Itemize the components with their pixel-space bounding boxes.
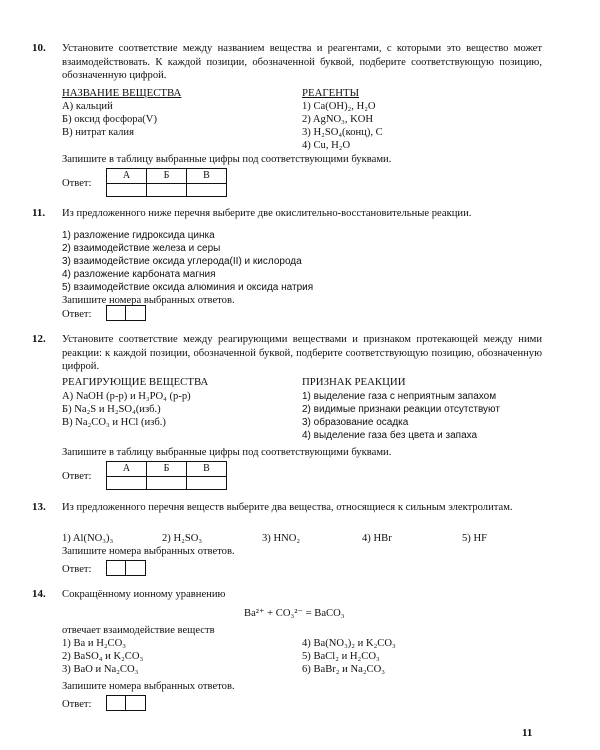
q10-number: 10. [32,42,46,54]
answer-cell[interactable] [107,476,147,489]
q14-option: 6) BaBr₂ и Na₂CO₃ [302,664,385,675]
q12-answer-label: Ответ: [62,471,92,482]
q13-text: Из предложенного перечня веществ выберите два вещества, относящиеся к сильным электролитам. [62,502,513,513]
q12-answer-table [106,461,227,490]
q14-option: 2) BaSO₄ и K₂CO₃ [62,651,144,662]
q14-option: 4) Ba(NO₃)₂ и K₂CO₃ [302,638,396,649]
q14-subtext: отвечает взаимодействие веществ [62,625,215,636]
q12-right-item: 3) образование осадка [302,417,409,428]
table-header: А [107,462,147,477]
q12-left-item: Б) Na₂S и H₂SO₄(изб.) [62,404,161,415]
q14-option: 5) BaCl₂ и H₂CO₃ [302,651,380,662]
q14-equation: Ba²⁺ + CO₃²⁻ = BaCO₃ [244,608,345,619]
q13-option: 1) Al(NO₃)₃ [62,533,114,544]
q12-left-header: РЕАГИРУЮЩИЕ ВЕЩЕСТВА [62,376,209,388]
q10-left-item: А) кальций [62,101,113,112]
q10-text: Установите соответствие между названием вещества и реагентами, с которыми это вещество может взаимодействовать. К каждой позиции, обозначенной буквой, подберите соответствующую позицию, обозначенную цифрой. [62,43,542,81]
q11-text: Из предложенного ниже перечня выберите две окислительно-восстановительные реакции. [62,208,472,219]
table-header: Б [147,462,187,477]
q13-option: 2) H₂SO₃ [162,533,203,544]
q10-right-item: 3) H₂SO₄(конц), C [302,127,383,138]
q10-instruction: Запишите в таблицу выбранные цифры под соответствующими буквами. [62,154,392,165]
q11-item: 3) взаимодействие оксида углерода(II) и кислорода [62,256,302,267]
q10-right-item: 2) AgNO₃, KOH [302,114,374,125]
q13-answer-label: Ответ: [62,564,92,575]
q10-answer-table [106,168,227,197]
q11-item: 4) разложение карбоната магния [62,269,216,280]
q14-text: Сокращённому ионному уравнению [62,589,226,600]
page-number: 11 [522,727,533,739]
q14-option: 1) Ba и H₂CO₃ [62,638,126,649]
answer-cell[interactable] [147,183,187,196]
q14-instruction: Запишите номера выбранных ответов. [62,681,235,692]
table-header: Б [147,169,187,184]
q14-number: 14. [32,588,46,600]
q10-left-item: В) нитрат калия [62,127,134,138]
q13-instruction: Запишите номера выбранных ответов. [62,546,235,557]
q13-option: 5) HF [462,533,488,544]
q11-item: 5) взаимодействие оксида алюминия и оксида натрия [62,282,314,293]
q13-option: 4) HBr [362,533,392,544]
answer-cell[interactable] [187,183,227,196]
q13-number: 13. [32,501,46,513]
q12-text: Установите соответствие между реагирующими веществами и признаком протекающей между ними реакции: к каждой позиции, обозначенной буквой, подберите соответствующую позицию, обозначенную цифрой. [62,334,542,372]
q10-right-item: 1) Ca(OH)₂, H₂O [302,101,376,112]
q10-right-header: РЕАГЕНТЫ [302,87,360,99]
q14-answer-label: Ответ: [62,699,92,710]
q13-answer-boxes[interactable] [106,560,146,576]
q10-left-header: НАЗВАНИЕ ВЕЩЕСТВА [62,87,182,99]
table-header: В [187,169,227,184]
table-header: В [187,462,227,477]
q11-number: 11. [32,207,46,219]
answer-cell[interactable] [147,476,187,489]
q11-item: 1) разложение гидроксида цинка [62,230,215,241]
q12-right-item: 4) выделение газа без цвета и запаха [302,430,478,441]
q14-option: 3) BaO и Na₂CO₃ [62,664,139,675]
q10-answer-label: Ответ: [62,178,92,189]
q12-right-item: 2) видимые признаки реакции отсутствуют [302,404,500,415]
q11-answer-label: Ответ: [62,309,92,320]
q12-number: 12. [32,333,46,345]
q12-left-item: В) Na₂CO₃ и HCl (изб.) [62,417,166,428]
q11-item: 2) взаимодействие железа и серы [62,243,221,254]
q12-left-item: А) NaOH (р-р) и H₃PO₄ (р-р) [62,391,191,402]
answer-cell[interactable] [187,476,227,489]
q10-left-item: Б) оксид фосфора(V) [62,114,157,125]
q13-option: 3) HNO₂ [262,533,301,544]
answer-cell[interactable] [107,183,147,196]
q12-right-header: ПРИЗНАК РЕАКЦИИ [302,376,406,388]
q11-answer-boxes[interactable] [106,305,146,321]
q11-instruction: Запишите номера выбранных ответов. [62,295,235,306]
q12-right-item: 1) выделение газа с неприятным запахом [302,391,497,402]
table-header: А [107,169,147,184]
q12-instruction: Запишите в таблицу выбранные цифры под соответствующими буквами. [62,447,392,458]
q10-right-item: 4) Cu, H₂O [302,140,351,151]
q14-answer-boxes[interactable] [106,695,146,711]
